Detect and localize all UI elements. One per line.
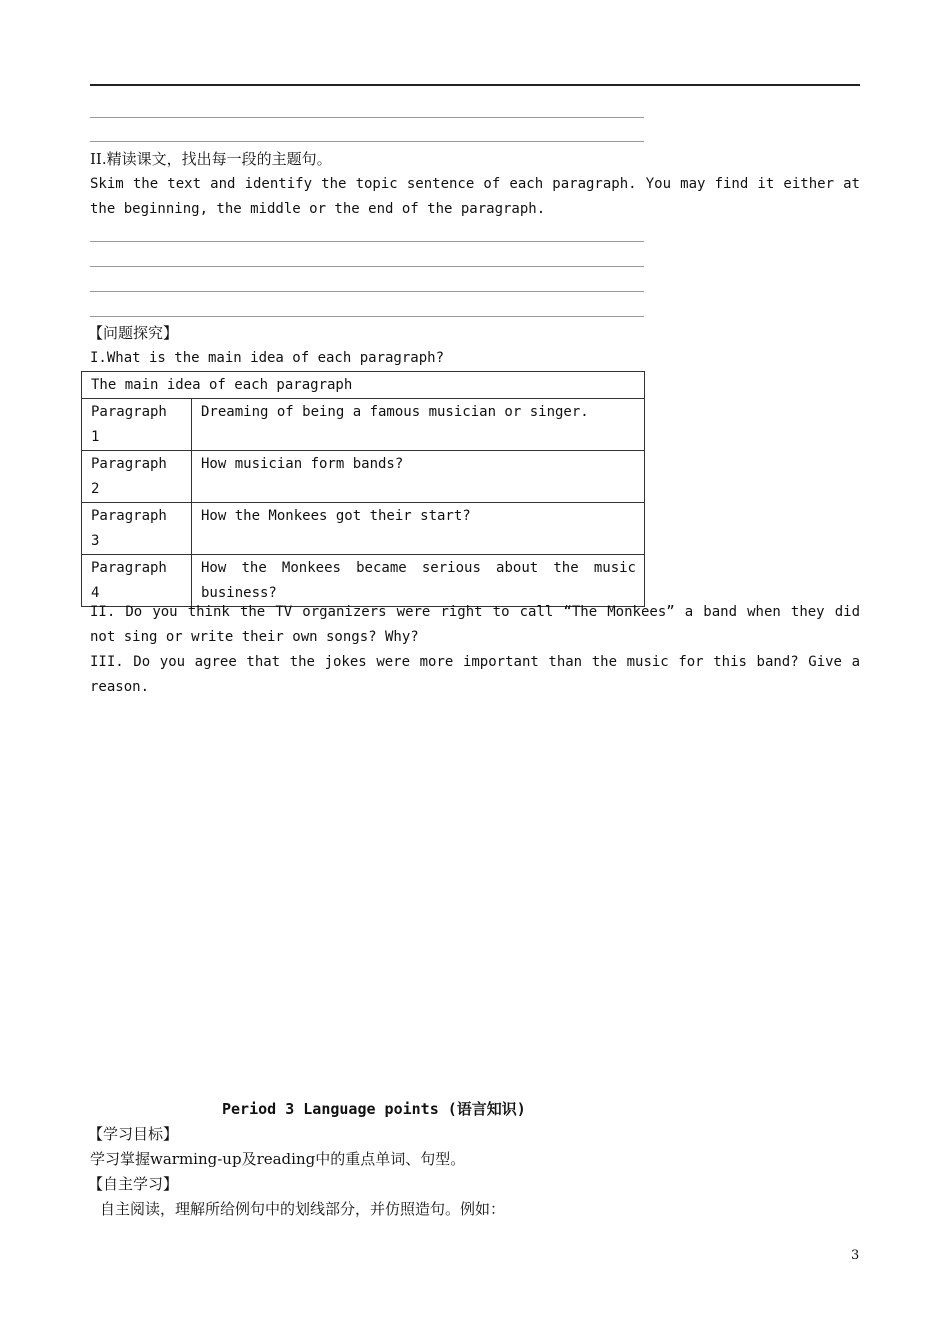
paragraph-cell: Paragraph 3: [82, 503, 192, 555]
idea-cell: How the Monkees got their start?: [192, 503, 645, 555]
inquiry-heading: 【问题探究】: [88, 324, 179, 342]
question-2: II. Do you think the TV organizers were right to call “The Monkees” a band when they did not sing or write their own songs? Why?: [90, 604, 860, 645]
page-number: 3: [851, 1248, 860, 1263]
idea-cell: Dreaming of being a famous musician or singer.: [192, 399, 645, 451]
idea-cell: How the Monkees became serious about the music business?: [192, 555, 645, 607]
table-row: [82, 451, 645, 503]
paragraph-cell: Paragraph 1: [82, 399, 192, 451]
answer-blank-line: [90, 241, 644, 242]
table-header-row: [82, 372, 645, 399]
answer-blank-line: [90, 316, 644, 317]
table-row: [82, 399, 645, 451]
question-3: III. Do you agree that the jokes were more important than the music for this band? Give a reason.: [90, 654, 860, 695]
reading-instruction: Skim the text and identify the topic sentence of each paragraph. You may find it either at the beginning, the middle or the end of the paragraph.: [90, 176, 860, 217]
question-1: I.What is the main idea of each paragraph?: [90, 350, 445, 366]
goal-heading: 【学习目标】: [88, 1125, 179, 1143]
answer-blank-line: [90, 117, 644, 118]
main-idea-table: [81, 371, 645, 607]
self-study-heading: 【自主学习】: [88, 1175, 179, 1193]
self-study-text: 自主阅读，理解所给例句中的划线部分，并仿照造句。例如：: [100, 1200, 506, 1218]
table-row: [82, 503, 645, 555]
goal-text: 学习掌握warming-up及reading中的重点单词、句型。: [90, 1150, 466, 1168]
paragraph-cell: Paragraph 4: [82, 555, 192, 607]
answer-blank-line: [90, 141, 644, 142]
answer-blank-line: [90, 266, 644, 267]
reading-heading: II.精读课文，找出每一段的主题句。: [90, 150, 332, 168]
answer-blank-line: [90, 291, 644, 292]
paragraph-cell: Paragraph 2: [82, 451, 192, 503]
period-title: Period 3 Language points (语言知识): [222, 1100, 526, 1118]
idea-cell: How musician form bands?: [192, 451, 645, 503]
table-row: [82, 555, 645, 607]
header-rule: [90, 84, 860, 86]
table-header-cell: The main idea of each paragraph: [82, 372, 645, 399]
